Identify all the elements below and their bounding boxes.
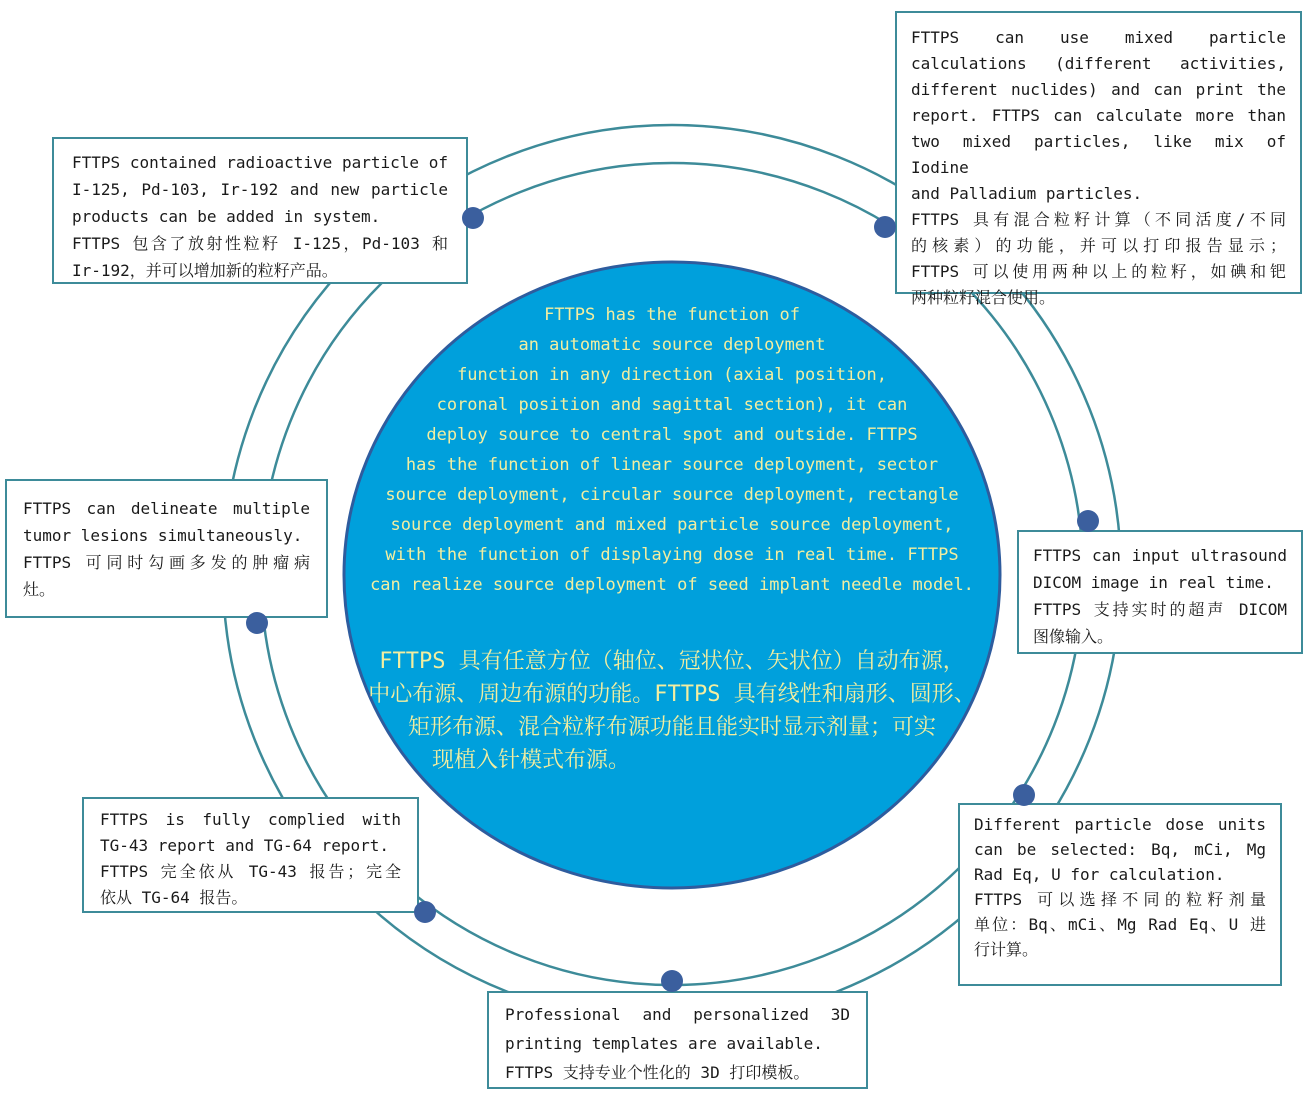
text-line: can realize source deployment of seed implant needle model. — [370, 575, 974, 595]
feature-box-ultrasound-dicom — [1017, 530, 1303, 654]
text-line: source deployment, circular source deployment, rectangle — [385, 485, 959, 505]
text-line: FTTPS can delineate multiple — [23, 499, 310, 518]
center-text-english — [332, 300, 1012, 600]
feature-box-dose-units — [958, 803, 1282, 986]
text-line: printing templates are available. — [505, 1034, 823, 1053]
text-line: coronal position and sagittal section), it can — [436, 395, 908, 415]
text-line: 灶。 — [23, 580, 56, 599]
connector-dot — [246, 612, 268, 634]
feature-box-delineation — [5, 479, 328, 618]
text-line: Rad Eq, U for calculation. — [974, 865, 1225, 884]
connector-dot — [462, 207, 484, 229]
center-text-chinese — [332, 645, 1012, 777]
text-line: FTTPS can input ultrasound — [1033, 546, 1287, 565]
text-line: function in any direction (axial position, — [457, 365, 887, 385]
connector-dot — [661, 970, 683, 992]
text-line: deploy source to central spot and outside. FTTPS — [426, 425, 918, 445]
connector-dot — [414, 901, 436, 923]
text-line: FTTPS is fully complied with — [100, 810, 401, 829]
text-line: different nuclides) and can print the — [911, 80, 1286, 99]
text-line: FTTPS 完全依从 TG-43 报告；完全 — [100, 862, 401, 881]
text-line: I-125, Pd-103, Ir-192 and new particle — [72, 180, 448, 199]
text-line: and Palladium particles. — [911, 184, 1143, 203]
text-line: Different particle dose units — [974, 815, 1266, 834]
text-line: FTTPS can use mixed particle — [911, 28, 1286, 47]
text-line: report. FTTPS can calculate more than — [911, 106, 1286, 125]
text-line: products can be added in system. — [72, 207, 381, 226]
center-circle-text — [332, 300, 1012, 777]
text-line: 两种粒籽混合使用。 — [911, 288, 1056, 307]
text-line: 行计算。 — [974, 940, 1039, 959]
text-line: 的核素）的功能，并可以打印报告显示； — [911, 236, 1286, 255]
text-line: tumor lesions simultaneously. — [23, 526, 303, 545]
text-line: has the function of linear source deployment, sector — [405, 455, 939, 475]
text-line: 单位：Bq、mCi、Mg Rad Eq、U 进 — [974, 915, 1266, 934]
text-line: 现植入针模式布源。 — [432, 748, 631, 773]
text-line: source deployment and mixed particle source deployment, — [390, 515, 954, 535]
text-line: TG-43 report and TG-64 report. — [100, 836, 389, 855]
text-line: two mixed particles, like mix of Iodine — [911, 132, 1286, 177]
text-line: with the function of displaying dose in real time. FTTPS — [385, 545, 959, 565]
text-line: FTTPS 可以使用两种以上的粒籽，如碘和钯 — [911, 262, 1286, 281]
connector-dot — [1077, 510, 1099, 532]
text-line: Ir-192，并可以增加新的粒籽产品。 — [72, 261, 338, 280]
text-line: 矩形布源、混合粒籽布源功能且能实时显示剂量；可实 — [407, 715, 936, 740]
text-line: FTTPS 可同时勾画多发的肿瘤病 — [23, 553, 310, 572]
text-line: 依从 TG-64 报告。 — [100, 888, 248, 907]
text-line: FTTPS contained radioactive particle of — [72, 153, 448, 172]
text-line: FTTPS 包含了放射性粒籽 I-125，Pd-103 和 — [72, 234, 448, 253]
feature-box-mixed-calculation — [895, 11, 1302, 307]
text-line: calculations (different activities, — [911, 54, 1286, 73]
text-line: FTTPS has the function of — [544, 305, 800, 325]
text-line: FTTPS 具有任意方位（轴位、冠状位、矢状位）自动布源， — [379, 649, 965, 674]
text-line: an automatic source deployment — [518, 335, 826, 355]
text-line: Professional and personalized 3D — [505, 1005, 850, 1024]
text-line: FTTPS 具有混合粒籽计算（不同活度/不同 — [911, 210, 1286, 229]
text-line: can be selected: Bq, mCi, Mg — [974, 840, 1266, 859]
connector-dot — [874, 216, 896, 238]
feature-box-tg-compliance — [82, 797, 419, 913]
text-line: FTTPS 支持实时的超声 DICOM — [1033, 600, 1287, 619]
text-line: 图像输入。 — [1033, 627, 1114, 646]
connector-dot — [1013, 784, 1035, 806]
feature-box-3d-printing — [487, 991, 868, 1089]
text-line: FTTPS 可以选择不同的粒籽剂量 — [974, 890, 1266, 909]
text-line: FTTPS 支持专业个性化的 3D 打印模板。 — [505, 1063, 810, 1082]
text-line: DICOM image in real time. — [1033, 573, 1274, 592]
feature-box-particles — [52, 137, 468, 284]
text-line: 中心布源、周边布源的功能。FTTPS 具有线性和扇形、圆形、 — [368, 682, 976, 707]
